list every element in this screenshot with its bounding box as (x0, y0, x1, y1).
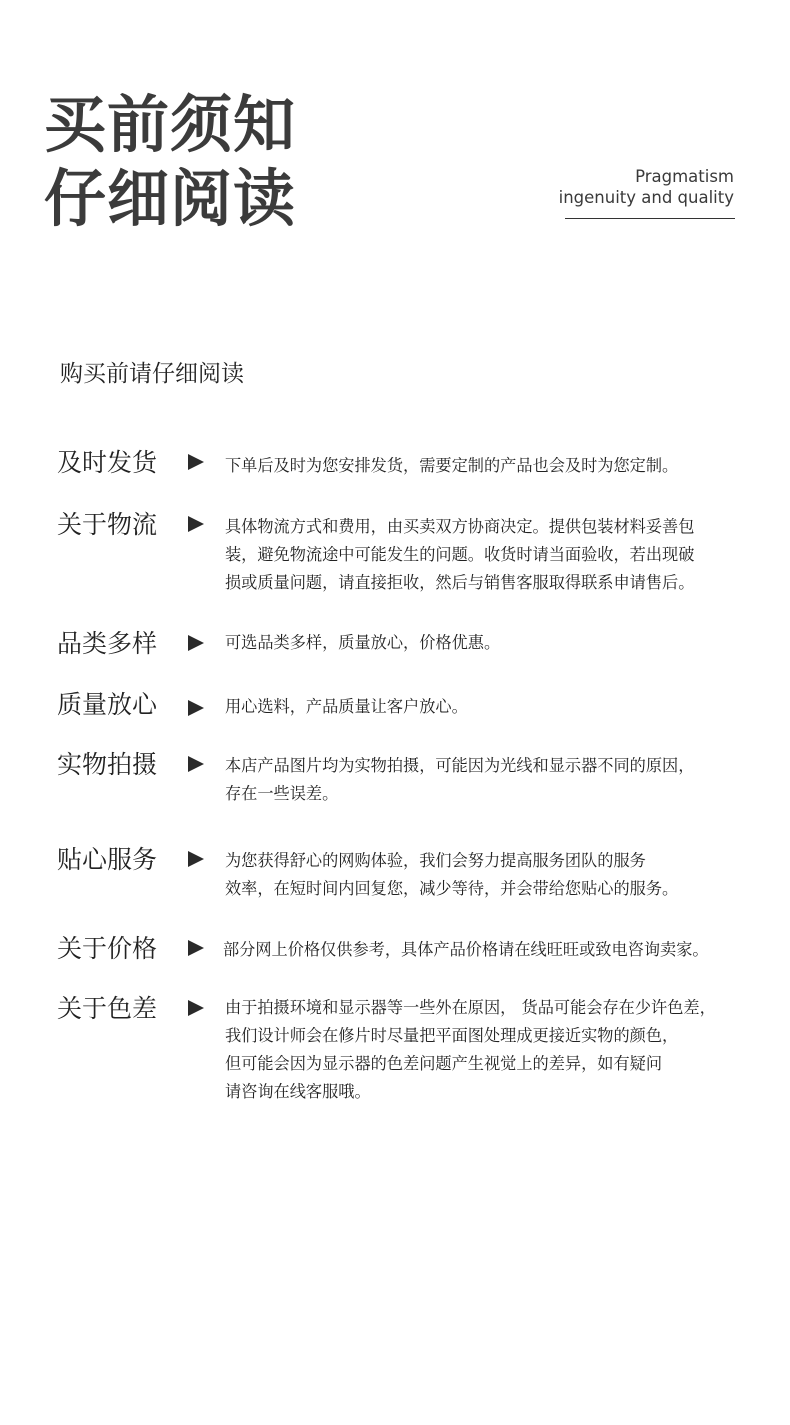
notice-item-text (225, 452, 765, 480)
notice-item-text (225, 752, 765, 808)
notice-item-text (225, 994, 765, 1106)
notice-item-line: 存在一些误差。 (225, 784, 339, 803)
notice-item-label: 质量放心 (57, 690, 158, 719)
notice-item-line: 请咨询在线客服哦。 (225, 1082, 371, 1101)
notice-item-line: 由于拍摄环境和显示器等一些外在原因， 货品可能会存在少许色差， (225, 998, 716, 1017)
notice-item-line: 部分网上价格仅供参考，具体产品价格请在线旺旺或致电咨询卖家。 (223, 940, 709, 959)
notice-item-label: 关于物流 (57, 510, 158, 539)
arrow-icon (188, 1000, 204, 1016)
tagline-divider (565, 218, 735, 219)
page-title-line-2: 仔细阅读 (44, 162, 297, 235)
notice-item-label: 品类多样 (57, 629, 158, 658)
page-title-line-1: 买前须知 (44, 88, 297, 161)
notice-item-line: 我们设计师会在修片时尽量把平面图处理成更接近实物的颜色， (225, 1026, 679, 1045)
arrow-icon (188, 516, 204, 532)
notice-item-line: 具体物流方式和费用，由买卖双方协商决定。提供包装材料妥善包 (225, 517, 695, 536)
notice-item-text (223, 936, 778, 964)
tagline-line-2: ingenuity and quality (558, 188, 734, 207)
notice-item-text (225, 847, 765, 903)
arrow-icon (188, 635, 204, 651)
notice-item-line: 可选品类多样，质量放心，价格优惠。 (225, 633, 501, 652)
notice-item-label: 关于色差 (57, 994, 158, 1023)
arrow-icon (188, 756, 204, 772)
page-title (44, 88, 296, 236)
notice-item-line: 本店产品图片均为实物拍摄，可能因为光线和显示器不同的原因， (225, 756, 695, 775)
notice-item-line: 但可能会因为显示器的色差问题产生视觉上的差异，如有疑问 (225, 1054, 663, 1073)
section-heading: 购买前请仔细阅读 (60, 361, 244, 387)
notice-item-text (225, 693, 765, 721)
notice-item-text (225, 629, 765, 657)
notice-item-label: 及时发货 (57, 448, 158, 477)
arrow-icon (188, 454, 204, 470)
arrow-icon (188, 940, 204, 956)
notice-item-label: 关于价格 (57, 934, 158, 963)
arrow-icon (188, 851, 204, 867)
notice-item-label: 实物拍摄 (57, 750, 158, 779)
notice-item-line: 损或质量问题，请直接拒收，然后与销售客服取得联系申请售后。 (225, 573, 695, 592)
arrow-icon (188, 700, 204, 716)
notice-item-line: 装，避免物流途中可能发生的问题。收货时请当面验收，若出现破 (225, 545, 695, 564)
notice-item-label: 贴心服务 (57, 845, 158, 874)
notice-item-text (225, 513, 765, 597)
tagline-line-1: Pragmatism (635, 167, 734, 186)
notice-item-line: 效率，在短时间内回复您，减少等待，并会带给您贴心的服务。 (225, 879, 679, 898)
notice-item-line: 为您获得舒心的网购体验，我们会努力提高服务团队的服务 (225, 851, 646, 870)
notice-item-line: 下单后及时为您安排发货，需要定制的产品也会及时为您定制。 (225, 456, 679, 475)
tagline (559, 166, 734, 208)
notice-item-line: 用心选料，产品质量让客户放心。 (225, 697, 468, 716)
